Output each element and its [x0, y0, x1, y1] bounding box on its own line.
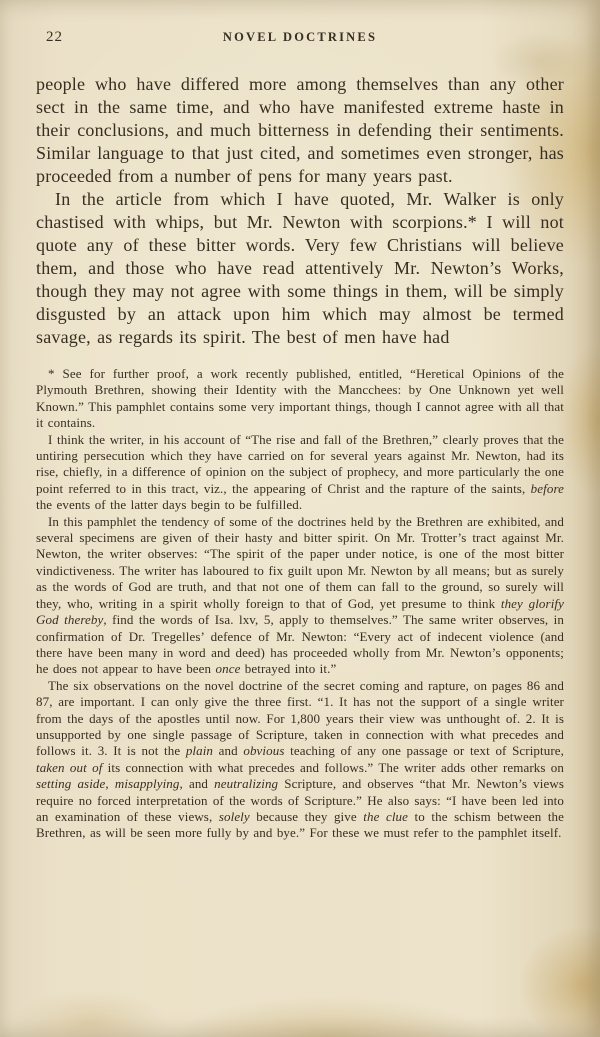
- italic-text-segment: obvious: [243, 743, 285, 759]
- footnote-paragraph: [36, 514, 564, 678]
- text-segment: I think the writer, in his account of “The rise and fall of the Brethren,” clearly proves that the untiring persecution which they have carried on for several years against Mr. Newton, had its rise, chiefly, in a difference of opinion on the subject of prophecy, and more particularly the one point referred to in this tract, viz., the appearing of Christ and the rapture of the saints,: [36, 431, 564, 496]
- footnote-paragraph: [36, 432, 564, 514]
- italic-text-segment: neutralizing: [214, 776, 279, 792]
- italic-text-segment: solely: [218, 808, 250, 824]
- footnote-text: [36, 366, 564, 842]
- text-segment: * See for further proof, a work recently published, entitled, “Heretical Opinions of the Plymouth Brethren, showing their Identity with the Mancchees: by One Unknown yet well Known.” This pamphlet contains some very important things, though I cannot agree with all that it contains.: [36, 366, 564, 431]
- footnote-paragraph: [36, 678, 564, 842]
- body-text: [36, 73, 564, 349]
- text-segment: to the schism between the Brethren, as will be seen more fully by and bye.” For these we must refer to the pamphlet itself.: [36, 808, 565, 841]
- italic-text-segment: misapplying: [114, 776, 180, 792]
- italic-text-segment: plain: [185, 743, 214, 759]
- italic-text-segment: they glorify God thereby: [36, 595, 564, 628]
- text-segment: betrayed into it.”: [240, 661, 337, 677]
- text-segment: and: [213, 743, 244, 759]
- text-segment: its connection with what precedes and follows.” The writer adds other remarks on: [102, 759, 564, 775]
- text-segment: In this pamphlet the tendency of some of the doctrines held by the Brethren are exhibited, and several specimens are given of their hasty and bitter spirit. On Mr. Trotter’s tract against Mr. Newton, the writer observes: “The spirit of the paper under notice, is one of the most bitter vindictiveness. The writer has laboured to fix guilt upon Mr. Newton by all means; but as surely as the words of God are truth, and that not one of them can fall to the ground, so surely will they, who, writing in a spirit wholly foreign to that of God, yet presume to think: [36, 513, 564, 611]
- footnote-paragraph: [36, 366, 564, 432]
- page-number: 22: [46, 29, 63, 45]
- text-segment: teaching of any one passage or text of Scripture,: [284, 743, 564, 759]
- text-segment: , and: [179, 776, 215, 792]
- body-paragraph: [36, 73, 564, 188]
- italic-text-segment: once: [215, 661, 241, 677]
- text-segment: , find the words of Isa. lxv, 5, apply to themselves.” The same writer observes, in confirmation of Dr. Tregelles’ defence of Mr. Newton: “Every act of indecent violence (and there have been many in word and deed) has proceeded wholly from Mr. Newton’s opponents; he does not appear to have been: [36, 612, 564, 677]
- text-segment: Scripture, and observes “that Mr. Newton’s views require no forced interpretation of the words of Scripture.” He also says: “I have been led into an examination of these views,: [36, 776, 565, 824]
- page-header: [46, 28, 554, 48]
- italic-text-segment: before: [530, 480, 564, 496]
- italic-text-segment: the clue: [363, 808, 409, 824]
- text-segment: because they give: [249, 808, 364, 824]
- text-segment: people who have differed more among themselves than any other sect in the same time, and who have manifested extreme haste in their conclusions, and much bitterness in defending their sentiments. Similar language to that just cited, and sometimes even stronger, has proceeded from a number of pens for many years past.: [36, 74, 564, 186]
- italic-text-segment: setting aside: [36, 776, 106, 792]
- text-segment: In the article from which I have quoted, Mr. Walker is only chastised with whips, but Mr. Newton with scorpions.* I will not quote any of these bitter words. Very few Christians will believe them, and those who have read attentively Mr. Newton’s Works, though they may not agree with some things in them, will be simply disgusted by an attack upon him which may almost be termed savage, as regards its spirit. The best of men have had: [36, 189, 564, 347]
- italic-text-segment: taken out of: [36, 759, 103, 775]
- running-title: NOVEL DOCTRINES: [222, 30, 378, 44]
- text-segment: the events of the latter days begin to be fulfilled.: [36, 497, 303, 513]
- body-paragraph: [36, 188, 564, 349]
- text-segment: ,: [105, 776, 115, 792]
- text-segment: The six observations on the novel doctrine of the secret coming and rapture, on pages 86 and 87, are important. I can only give the three first. “1. It has not the support of a single writer from the days of the apostles until now. For 1,800 years their view was unthought of. 2. It is unsupported by one single passage of Scripture, taken in connection with what precedes and follows it. 3. It is not the: [36, 677, 564, 759]
